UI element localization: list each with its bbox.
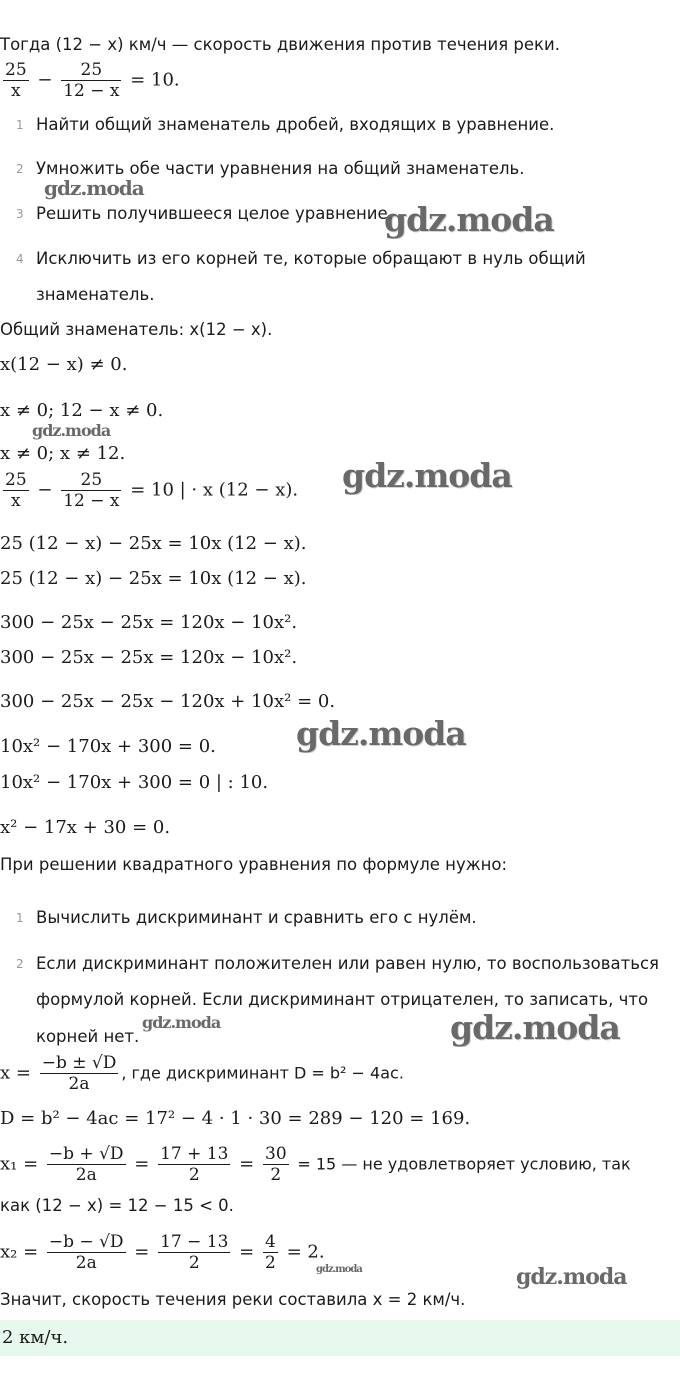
equation-rhs: = 10. <box>130 69 180 91</box>
intro-line: Тогда (12 − x) км/ч — скорость движения против течения реки. <box>0 35 560 54</box>
step-number: 3 <box>16 207 24 221</box>
numerator: 30 <box>265 1144 287 1164</box>
watermark: gdz.moda <box>516 1264 627 1290</box>
step-number: 1 <box>16 911 24 925</box>
equation-1 <box>0 60 180 101</box>
fraction <box>61 470 121 511</box>
quadratic-formula <box>0 1053 404 1094</box>
step-text: Если дискриминант положителен или равен нулю, то воспользоваться <box>36 954 659 973</box>
fraction <box>263 1144 289 1185</box>
root-x2 <box>0 1232 325 1273</box>
equals: = <box>134 1241 150 1263</box>
answer-box <box>0 1320 680 1356</box>
nonzero-1: x(12 − x) ≠ 0. <box>0 354 128 375</box>
step-text: Найти общий знаменатель дробей, входящих в уравнение. <box>36 115 555 134</box>
numerator: 25 <box>5 60 27 80</box>
numerator: −b ± √D <box>41 1053 117 1073</box>
numerator: 4 <box>265 1232 276 1252</box>
denominator: 2 <box>188 1165 200 1185</box>
nonzero-2: x ≠ 0; 12 − x ≠ 0. <box>0 400 164 421</box>
fraction <box>3 470 29 511</box>
step-number: 4 <box>16 252 24 266</box>
equation-step: 10x² − 170x + 300 = 0 | : 10. <box>0 772 269 793</box>
numerator: 25 <box>61 470 121 491</box>
numerator: 17 − 13 <box>160 1232 229 1252</box>
fraction <box>263 1232 278 1273</box>
nonzero-3: x ≠ 0; x ≠ 12. <box>0 443 126 464</box>
common-denominator: Общий знаменатель: x(12 − x). <box>0 320 273 339</box>
equation-step: x² − 17x + 30 = 0. <box>0 817 171 838</box>
conclusion: Значит, скорость течения реки составила x = 2 км/ч. <box>0 1290 466 1309</box>
fraction <box>158 1232 230 1273</box>
minus-sign: − <box>37 479 53 501</box>
formula-tail: , где дискриминант D = b² − 4ac. <box>121 1063 404 1083</box>
numerator: −b + √D <box>48 1144 124 1164</box>
equation-step: 300 − 25x − 25x = 120x − 10x². <box>0 647 298 668</box>
equation-step: 25 (12 − x) − 25x = 10x (12 − x). <box>0 568 307 589</box>
step-text: корней нет. <box>36 1027 140 1046</box>
x1-tail: = 15 — не удовлетворяет условию, так <box>297 1154 631 1174</box>
denominator: 2a <box>75 1253 97 1273</box>
equation-rhs: = 10 | · x (12 − x). <box>130 479 299 501</box>
lhs: x₁ = <box>0 1153 39 1175</box>
fraction <box>61 60 121 101</box>
fraction <box>3 60 29 101</box>
denominator: 2a <box>68 1074 90 1094</box>
fraction <box>40 1053 119 1094</box>
root-x1 <box>0 1144 631 1185</box>
fraction <box>158 1144 230 1185</box>
denominator: 2 <box>270 1165 282 1185</box>
equation-step: 300 − 25x − 25x = 120x − 10x². <box>0 612 298 633</box>
x1-continuation: как (12 − x) = 12 − 15 < 0. <box>0 1196 234 1215</box>
step-text: формулой корней. Если дискриминант отрицателен, то записать, что <box>36 990 649 1009</box>
minus-sign: − <box>37 69 53 91</box>
step-text: Решить получившееся целое уравнение. <box>36 204 393 223</box>
watermark: gdz.moda <box>142 1013 221 1032</box>
equals: = <box>239 1241 255 1263</box>
denominator: 2 <box>265 1253 276 1273</box>
denominator: 2a <box>75 1165 97 1185</box>
fraction <box>47 1144 126 1185</box>
equation-step: 300 − 25x − 25x − 120x + 10x² = 0. <box>0 691 336 712</box>
denominator: 12 − x <box>63 491 120 511</box>
discriminant: D = b² − 4ac = 17² − 4 · 1 · 30 = 289 − 120 = 169. <box>0 1108 471 1129</box>
step-number: 2 <box>16 957 24 971</box>
watermark: gdz.moda <box>450 1008 620 1047</box>
watermark: gdz.moda <box>32 421 111 440</box>
x2-tail: = 2. <box>286 1241 325 1263</box>
equals: = <box>134 1153 150 1175</box>
watermark: gdz.moda <box>342 456 512 495</box>
step-text: Вычислить дискриминант и сравнить его с нулём. <box>36 908 477 927</box>
watermark: gdz.moda <box>44 176 144 200</box>
denominator: x <box>11 491 21 511</box>
denominator: 2 <box>188 1253 200 1273</box>
numerator: 25 <box>61 60 121 81</box>
equation-step: 10x² − 170x + 300 = 0. <box>0 736 216 757</box>
watermark: gdz.moda <box>384 200 554 239</box>
step-text: Умножить обе части уравнения на общий знаменатель. <box>36 159 525 178</box>
quadratic-intro: При решении квадратного уравнения по формуле нужно: <box>0 855 508 874</box>
numerator: 17 + 13 <box>160 1144 229 1164</box>
equation-multiply <box>0 470 298 511</box>
step-text: знаменатель. <box>36 285 155 304</box>
watermark: gdz.moda <box>316 1264 362 1275</box>
denominator: x <box>11 81 21 101</box>
step-number: 2 <box>16 162 24 176</box>
answer-text: 2 км/ч. <box>2 1327 69 1348</box>
numerator: 25 <box>5 470 27 490</box>
lhs: x₂ = <box>0 1241 39 1263</box>
watermark: gdz.moda <box>296 714 466 753</box>
numerator: −b − √D <box>48 1232 124 1252</box>
step-number: 1 <box>16 118 24 132</box>
fraction <box>47 1232 126 1273</box>
equation-step: 25 (12 − x) − 25x = 10x (12 − x). <box>0 533 307 554</box>
denominator: 12 − x <box>63 81 120 101</box>
equals: = <box>239 1153 255 1175</box>
lhs: x = <box>0 1062 31 1084</box>
step-text: Исключить из его корней те, которые обращают в нуль общий <box>36 249 586 268</box>
